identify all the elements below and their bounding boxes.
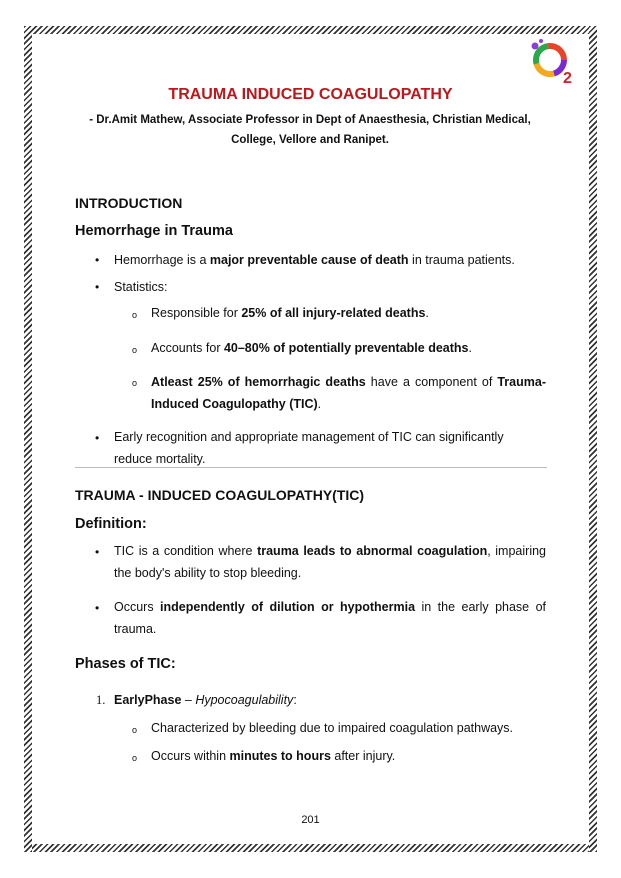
bullet-marker: •	[95, 280, 100, 294]
stat-item-2: Accounts for 40–80% of potentially preventable deaths.	[151, 341, 472, 355]
bullet-marker: •	[95, 253, 100, 267]
definition-heading: Definition:	[75, 516, 147, 532]
intro-heading: INTRODUCTION	[75, 195, 183, 211]
sub-bullet-marker: o	[132, 753, 138, 763]
phase-1-point-1: Characterized by bleeding due to impaired coagulation pathways.	[151, 721, 514, 735]
sub-bullet-marker: o	[132, 725, 138, 735]
border-left	[24, 26, 32, 852]
border-right	[589, 26, 597, 852]
sub-bullet-marker: o	[132, 378, 138, 388]
tic-heading: TRAUMA - INDUCED COAGULOPATHY(TIC)	[75, 487, 365, 503]
page-number: 201	[301, 814, 320, 826]
hemorrhage-heading: Hemorrhage in Trauma	[75, 223, 233, 239]
phase-1-point-2: Occurs within minutes to hours after injury.	[151, 749, 396, 763]
bullet-marker: •	[95, 601, 100, 615]
border-top	[24, 26, 597, 34]
author-line: - Dr.Amit Mathew, Associate Professor in Dept of Anaesthesia, Christian Medical, College, Vellore and Ranipet.	[89, 114, 531, 146]
intro-bullet-1: Hemorrhage is a major preventable cause of death in trauma patients.	[114, 253, 515, 267]
bullet-marker: •	[95, 431, 100, 445]
stat-item-3: Atleast 25% of hemorrhagic deaths have a component of Trauma-Induced Coagulopathy (TIC).	[151, 375, 546, 411]
definition-bullet-1: TIC is a condition where trauma leads to abnormal coagulation, impairing the body's ability to stop bleeding.	[114, 544, 546, 580]
svg-text:2: 2	[563, 70, 572, 87]
bullet-marker: •	[95, 545, 100, 559]
stat-item-1: Responsible for 25% of all injury-related deaths.	[151, 306, 429, 320]
border-bottom	[24, 844, 597, 852]
section-divider	[75, 467, 547, 468]
sub-bullet-marker: o	[132, 345, 138, 355]
phase-1: EarlyPhase – Hypocoagulability:	[114, 693, 297, 707]
phases-heading: Phases of TIC:	[75, 656, 176, 672]
o2-logo-icon	[526, 36, 578, 88]
definition-bullet-2: Occurs independently of dilution or hypothermia in the early phase of trauma.	[114, 600, 547, 636]
intro-bullet-3: Early recognition and appropriate management of TIC can significantly reduce mortality.	[114, 430, 504, 466]
intro-bullet-2: Statistics:	[114, 280, 168, 294]
page-title: TRAUMA INDUCED COAGULOPATHY	[168, 86, 453, 103]
sub-bullet-marker: o	[132, 310, 138, 320]
phase-number: 1.	[96, 693, 106, 707]
